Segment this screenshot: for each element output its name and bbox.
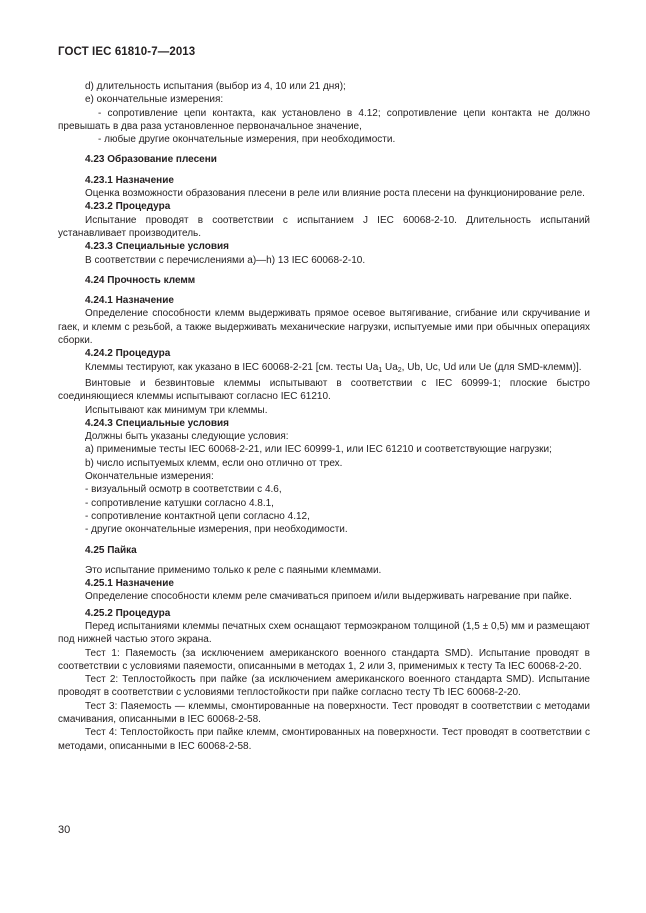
subsection-heading-4-23-2: 4.23.2 Процедура — [85, 201, 171, 213]
text-run: , Ub, Uc, Ud или Ue (для SMD-клемм)]. — [401, 361, 582, 373]
dash-item: - другие окончательные измерения, при необходимости. — [85, 524, 348, 536]
text-run: Клеммы тестируют, как указано в IEC 60068-2-21 [см. тесты Ua — [85, 361, 379, 373]
paragraph: Перед испытаниями клеммы печатных схем оснащают термоэкраном толщиной (1,5 ± 0,5) мм и размещают под нижней частью этого экрана. — [58, 620, 590, 646]
subscript: 1 — [378, 366, 383, 374]
paragraph: Испытание проводят в соответствии с испытанием J IEC 60068-2-10. Длительность испытаний устанавливает производитель. — [58, 214, 590, 239]
paragraph: Оценка возможности образования плесени в реле или влияние роста плесени на функционирование реле. — [85, 188, 585, 200]
document-header: ГОСТ IEC 61810-7—2013 — [58, 46, 196, 58]
dash-item-other-measurements: - любые другие окончательные измерения, при необходимости. — [98, 134, 396, 146]
subscript: 2 — [397, 366, 402, 374]
document-body — [58, 80, 590, 753]
paragraph-test-2: Тест 2: Теплостойкость при пайке (за исключением американского военного стандарта SMD). Испытание проводят в соответствии с условиями теплостойкости при пайке согласно тесту Tb IEC 60068-2-20. — [58, 674, 590, 699]
list-item-e: e) окончательные измерения: — [85, 94, 224, 106]
dash-item: - визуальный осмотр в соответствии с 4.6, — [85, 484, 282, 496]
paragraph: В соответствии с перечислениями a)—h) 13 IEC 60068-2-10. — [85, 254, 366, 266]
paragraph: Испытывают как минимум три клеммы. — [85, 404, 268, 416]
subsection-heading-4-24-2: 4.24.2 Процедура — [85, 348, 171, 360]
subsection-heading-4-24-1: 4.24.1 Назначение — [85, 295, 174, 307]
paragraph-terminal-tests — [58, 361, 590, 374]
dash-item-contact-resistance: - сопротивление цепи контакта, как установлено в 4.12; сопротивление цепи контакта не должно превышать в два раза установленное первоначальное значение, — [58, 107, 590, 132]
list-item-d: d) длительность испытания (выбор из 4, 10 или 21 дня); — [85, 81, 346, 92]
paragraph-test-3: Тест 3: Паяемость — клеммы, смонтированные на поверхности. Тест проводят в соответствии с методами смачивания, описанными в IEC 60068-2-58. — [58, 700, 590, 726]
subsection-heading-4-24-3: 4.24.3 Специальные условия — [85, 417, 230, 429]
text-run: Ua — [382, 361, 398, 373]
subsection-heading-4-23-1: 4.23.1 Назначение — [85, 174, 174, 186]
section-heading-4-24: 4.24 Прочность клемм — [85, 274, 196, 286]
dash-item: - сопротивление контактной цепи согласно 4.12, — [85, 510, 310, 522]
paragraph: Окончательные измерения: — [85, 471, 214, 483]
paragraph: Определение способности клемм реле смачиваться припоем и/или выдерживать нагревание при пайке. — [85, 591, 572, 603]
paragraph-test-1: Тест 1: Паяемость (за исключением американского военного стандарта SMD). Испытание проводят в соответствии с условиями паяемости, описанными в методах 1, 2 или 3, применимых к тесту Ta IEC 60068-2-20. — [58, 647, 590, 672]
subsection-heading-4-23-3: 4.23.3 Специальные условия — [85, 241, 230, 253]
paragraph: Должны быть указаны следующие условия: — [85, 431, 289, 443]
section-heading-4-25: 4.25 Пайка — [85, 544, 137, 556]
list-item-b: b) число испытуемых клемм, если оно отлично от трех. — [85, 457, 343, 469]
subsection-heading-4-25-2: 4.25.2 Процедура — [85, 607, 171, 619]
subsection-heading-4-25-1: 4.25.1 Назначение — [85, 578, 174, 590]
list-item-a: a) применимые тесты IEC 60068-2-21, или IEC 60999-1, или IEC 61210 и соответствующие нагрузки; — [85, 444, 552, 456]
dash-item: - сопротивление катушки согласно 4.8.1, — [85, 497, 274, 509]
page-number: 30 — [58, 824, 71, 836]
paragraph: Это испытание применимо только к реле с паяными клеммами. — [85, 564, 382, 576]
paragraph-test-4: Тест 4: Теплостойкость при пайке клемм, смонтированных на поверхности. Тест проводят в соответствии с методами, описанными в IEC 60068-2-58. — [58, 727, 590, 752]
paragraph: Винтовые и безвинтовые клеммы испытывают в соответствии с IEC 60999-1; плоские быстро соединяющиеся клеммы испытывают согласно IEC 61210. — [58, 377, 590, 403]
paragraph: Определение способности клемм выдерживать прямое осевое вытягивание, сгибание или скручивание и гаек, и клемм с резьбой, а также выдерживать механические нагрузки, испытуемые ими при обычных операциях сборки. — [58, 308, 590, 347]
section-heading-4-23: 4.23 Образование плесени — [85, 154, 217, 166]
